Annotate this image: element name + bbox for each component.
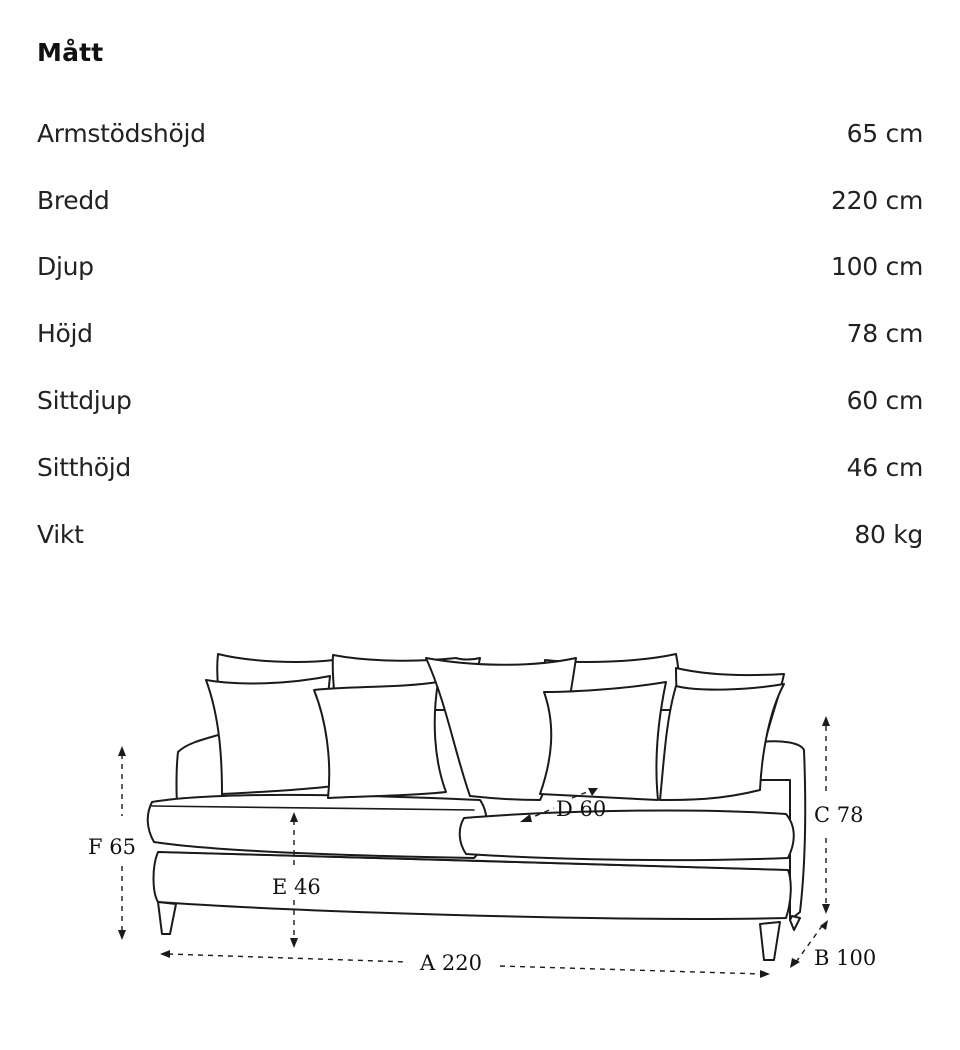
dimension-a-220 (160, 950, 770, 978)
dimensions-list (37, 100, 923, 568)
spec-label: Armstödshöjd (37, 118, 206, 148)
spec-value: 220 cm (831, 185, 923, 215)
label-e: E 46 (272, 875, 321, 899)
label-f: F 65 (88, 835, 136, 859)
spec-value: 60 cm (846, 386, 923, 416)
spec-row-weight (37, 501, 923, 568)
dimension-b-100 (790, 920, 876, 970)
spec-label: Sitthöjd (37, 452, 131, 482)
spec-row-depth (37, 234, 923, 301)
label-d: D 60 (556, 797, 607, 821)
spec-row-armrest-height (37, 100, 923, 167)
spec-row-seat-height (37, 434, 923, 501)
spec-label: Vikt (37, 519, 84, 549)
spec-value: 46 cm (846, 452, 923, 482)
spec-label: Höjd (37, 319, 93, 349)
spec-label: Sittdjup (37, 386, 132, 416)
label-c: C 78 (814, 803, 864, 827)
seat-cushions (148, 795, 794, 860)
spec-row-height (37, 300, 923, 367)
spec-value: 80 kg (854, 519, 923, 549)
spec-value: 65 cm (846, 118, 923, 148)
section-heading: Mått (37, 38, 104, 67)
spec-label: Bredd (37, 185, 110, 215)
dimension-f-65 (88, 746, 136, 940)
spec-row-seat-depth (37, 367, 923, 434)
dimension-c-78 (814, 716, 863, 914)
spec-row-width (37, 167, 923, 234)
spec-label: Djup (37, 252, 94, 282)
spec-value: 78 cm (846, 319, 923, 349)
label-a: A 220 (420, 951, 482, 975)
sofa-dimension-diagram (0, 630, 960, 1030)
sofa-base (154, 852, 791, 919)
label-b: B 100 (814, 946, 877, 970)
spec-value: 100 cm (831, 252, 923, 282)
